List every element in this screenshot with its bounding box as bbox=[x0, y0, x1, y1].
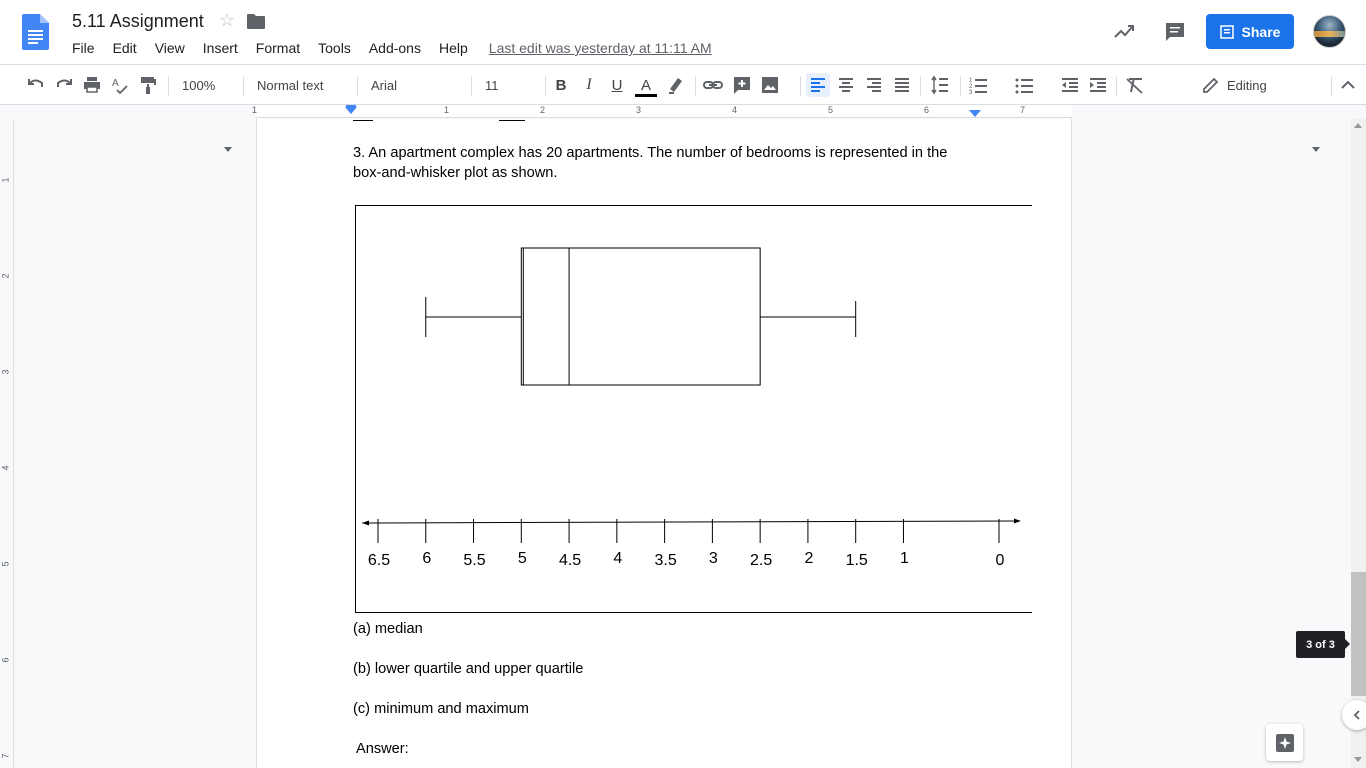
vruler-label: 5 bbox=[0, 561, 11, 567]
svg-text:2: 2 bbox=[969, 84, 973, 90]
decrease-indent-icon[interactable] bbox=[1058, 73, 1082, 97]
align-left-icon[interactable] bbox=[806, 73, 830, 97]
vertical-ruler bbox=[0, 119, 14, 768]
toolbar-separator bbox=[695, 76, 696, 96]
formatting-toolbar bbox=[0, 64, 1366, 105]
font-size-value: 11 bbox=[485, 77, 499, 93]
first-line-indent-marker[interactable] bbox=[346, 105, 356, 107]
justify-icon[interactable] bbox=[890, 73, 914, 97]
menu-file[interactable]: File bbox=[72, 40, 95, 56]
question-line-1: 3. An apartment complex has 20 apartments. The number of bedrooms is represented in the bbox=[353, 145, 948, 161]
page-indicator: 3 of 3 bbox=[1296, 631, 1345, 658]
lock-people-icon bbox=[1220, 25, 1234, 39]
collapse-icon[interactable] bbox=[1337, 73, 1359, 97]
menu-edit[interactable]: Edit bbox=[112, 40, 137, 56]
menu-bar bbox=[63, 38, 712, 60]
svg-text:A: A bbox=[112, 78, 119, 89]
axis-tick-label: 6 bbox=[422, 550, 432, 567]
question-part-a: (a) median bbox=[353, 621, 423, 637]
toolbar-separator bbox=[960, 76, 961, 96]
axis-tick-label: 1.5 bbox=[845, 552, 868, 569]
answer-label: Answer: bbox=[356, 741, 409, 757]
comment-history-icon[interactable] bbox=[1163, 20, 1187, 44]
toolbar-separator bbox=[1331, 76, 1332, 96]
docs-logo-icon[interactable] bbox=[22, 14, 49, 50]
box-plot-chart bbox=[356, 206, 1033, 614]
number-line-axis bbox=[362, 521, 1018, 523]
vruler-label: 2 bbox=[0, 273, 11, 279]
text-color-swatch bbox=[635, 94, 657, 97]
chevron-down-icon bbox=[1312, 147, 1320, 152]
font-family-select[interactable] bbox=[371, 73, 461, 97]
ruler-page-area bbox=[256, 105, 1072, 118]
menu-insert[interactable]: Insert bbox=[202, 40, 238, 56]
print-icon[interactable] bbox=[81, 73, 103, 97]
spellcheck-icon[interactable] bbox=[109, 73, 131, 97]
add-comment-icon[interactable] bbox=[731, 73, 753, 97]
toolbar-separator bbox=[471, 76, 472, 96]
ruler-label: 1 bbox=[444, 105, 450, 115]
zoom-value: 100% bbox=[182, 77, 216, 93]
vruler-label: 1 bbox=[0, 177, 11, 183]
axis-tick-label: 4 bbox=[613, 550, 623, 567]
line-spacing-icon[interactable] bbox=[928, 73, 952, 97]
question-part-b: (b) lower quartile and upper quartile bbox=[353, 661, 584, 677]
paragraph-style-select[interactable] bbox=[257, 73, 347, 97]
pencil-icon bbox=[1201, 75, 1221, 95]
italic-button[interactable]: I bbox=[586, 76, 592, 93]
vruler-label: 6 bbox=[0, 657, 11, 663]
menu-tools[interactable]: Tools bbox=[318, 40, 351, 56]
ruler-label: 1 bbox=[252, 105, 258, 115]
cut-off-text-fragment bbox=[353, 113, 373, 121]
ruler-label: 4 bbox=[732, 105, 738, 115]
question-part-c: (c) minimum and maximum bbox=[353, 701, 529, 717]
text-color-label: A bbox=[640, 76, 651, 94]
axis-tick-label: 5.5 bbox=[463, 552, 486, 569]
axis-tick-label: 6.5 bbox=[367, 552, 391, 569]
box-plot-figure[interactable] bbox=[355, 205, 1032, 613]
ruler-label: 5 bbox=[828, 105, 834, 115]
ruler-label: 2 bbox=[540, 105, 546, 115]
interquartile-box bbox=[521, 248, 760, 385]
menu-view[interactable]: View bbox=[154, 40, 185, 56]
align-center-icon[interactable] bbox=[834, 73, 858, 97]
activity-dashboard-icon[interactable] bbox=[1113, 21, 1135, 43]
underline-button[interactable]: U bbox=[611, 76, 623, 94]
scroll-up-icon[interactable] bbox=[1354, 123, 1362, 128]
image-icon[interactable] bbox=[759, 73, 781, 97]
ruler-label: 6 bbox=[924, 105, 930, 115]
editing-mode-select[interactable] bbox=[1201, 73, 1326, 97]
axis-tick-label: 5 bbox=[517, 550, 527, 567]
chevron-down-icon bbox=[224, 147, 232, 152]
cut-off-underline bbox=[499, 119, 525, 121]
axis-tick-label: 0 bbox=[995, 552, 1005, 569]
toolbar-separator bbox=[1116, 76, 1117, 96]
account-avatar[interactable] bbox=[1313, 15, 1346, 48]
menu-format[interactable]: Format bbox=[255, 40, 301, 56]
paint-format-icon[interactable] bbox=[137, 73, 159, 97]
question-line-2: box-and-whisker plot as shown. bbox=[353, 165, 558, 181]
menu-help[interactable]: Help bbox=[438, 40, 468, 56]
document-title[interactable]: 5.11 Assignment bbox=[72, 11, 204, 31]
svg-text:3: 3 bbox=[969, 90, 973, 96]
highlight-color-icon[interactable] bbox=[666, 73, 686, 97]
folder-icon[interactable] bbox=[247, 14, 265, 29]
side-panel-toggle[interactable] bbox=[1342, 700, 1366, 730]
toolbar-separator bbox=[168, 76, 169, 96]
toolbar-separator bbox=[800, 76, 801, 96]
toolbar-separator bbox=[920, 76, 921, 96]
ruler-label: 3 bbox=[636, 105, 642, 115]
increase-indent-icon[interactable] bbox=[1086, 73, 1110, 97]
align-right-icon[interactable] bbox=[862, 73, 886, 97]
axis-tick-label: 4.5 bbox=[558, 552, 582, 569]
vruler-label: 4 bbox=[0, 465, 11, 471]
axis-tick-label: 2 bbox=[804, 550, 814, 567]
last-edit-link[interactable]: Last edit was yesterday at 11:11 AM bbox=[488, 40, 712, 56]
explore-icon bbox=[1274, 732, 1296, 754]
numbered-list-icon[interactable] bbox=[967, 73, 991, 97]
document-page[interactable] bbox=[256, 119, 1072, 768]
zoom-select[interactable] bbox=[182, 73, 232, 97]
scroll-down-icon[interactable] bbox=[1354, 757, 1362, 762]
toolbar-separator bbox=[243, 76, 244, 96]
editing-mode-value: Editing bbox=[1227, 77, 1267, 93]
chevron-left-icon bbox=[1351, 709, 1363, 721]
scrollbar-thumb[interactable] bbox=[1351, 572, 1366, 696]
bulleted-list-icon[interactable] bbox=[1013, 73, 1037, 97]
font-family-value: Arial bbox=[371, 77, 398, 93]
share-button[interactable] bbox=[1206, 14, 1294, 49]
redo-icon[interactable] bbox=[53, 73, 75, 97]
clear-formatting-icon[interactable] bbox=[1123, 73, 1147, 97]
paragraph-style-value: Normal text bbox=[257, 77, 324, 93]
axis-arrow-left bbox=[362, 521, 369, 526]
svg-text:1: 1 bbox=[969, 78, 973, 84]
axis-tick-label: 3.5 bbox=[654, 552, 677, 569]
right-indent-marker[interactable] bbox=[969, 110, 981, 117]
share-label: Share bbox=[1241, 23, 1281, 40]
top-bar bbox=[0, 0, 1366, 64]
toolbar-separator bbox=[357, 76, 358, 96]
explore-button[interactable] bbox=[1266, 724, 1303, 761]
axis-tick-label: 3 bbox=[708, 550, 718, 567]
undo-icon[interactable] bbox=[25, 73, 47, 97]
vruler-label: 3 bbox=[0, 369, 11, 375]
font-size-select[interactable] bbox=[485, 73, 535, 97]
axis-tick-label: 1 bbox=[900, 550, 909, 567]
toolbar-separator bbox=[545, 76, 546, 96]
axis-tick-label: 2.5 bbox=[750, 552, 773, 569]
link-icon[interactable] bbox=[702, 73, 724, 97]
ruler-label: 7 bbox=[1020, 105, 1026, 115]
menu-addons[interactable]: Add-ons bbox=[368, 40, 421, 56]
axis-arrow-right bbox=[1014, 519, 1021, 524]
star-icon[interactable]: ☆ bbox=[219, 10, 236, 30]
bold-button[interactable]: B bbox=[555, 76, 567, 94]
vruler-label: 7 bbox=[0, 753, 11, 759]
